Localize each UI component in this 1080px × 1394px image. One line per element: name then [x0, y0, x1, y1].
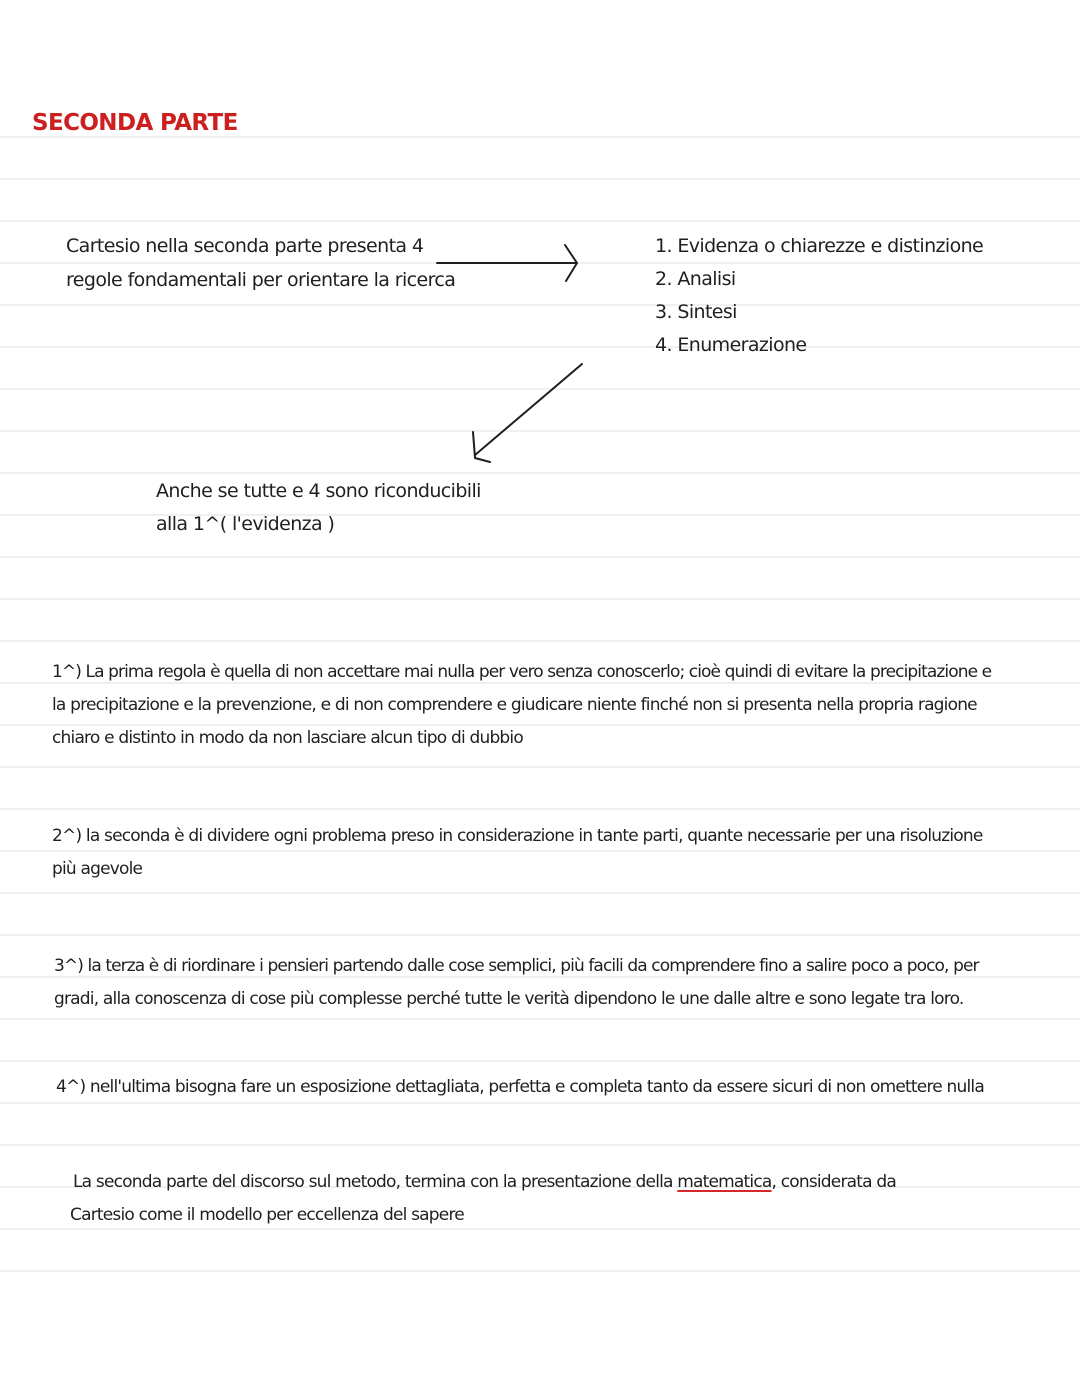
list-item: 2. Analisi — [655, 268, 736, 290]
highlighted-word: matematica — [677, 1172, 772, 1192]
list-item: 3. Sintesi — [655, 301, 737, 323]
right-arrow-icon — [437, 245, 577, 281]
rule-1-line-1: 1^) La prima regola è quella di non accettare mai nulla per vero senza conoscerlo; cioè quindi di evitare la precipitazione e — [52, 662, 992, 682]
rule-1-line-3: chiaro e distinto in modo da non lasciare alcun tipo di dubbio — [52, 728, 523, 748]
note-line-2: alla 1^( l'evidenza ) — [156, 513, 335, 535]
intro-line-1: Cartesio nella seconda parte presenta 4 — [66, 235, 424, 257]
intro-line-2: regole fondamentali per orientare la ricerca — [66, 269, 456, 291]
conclusion-line-2: Cartesio come il modello per eccellenza del sapere — [70, 1205, 464, 1225]
list-item: 1. Evidenza o chiarezze e distinzione — [655, 235, 984, 257]
rule-2-line-2: più agevole — [52, 859, 143, 879]
rules-list — [655, 230, 983, 362]
rule-3-line-1: 3^) la terza è di riordinare i pensieri partendo dalle cose semplici, più facili da comprendere fino a salire poco a poco, per — [54, 956, 979, 976]
conclusion-text-after: , considerata da — [771, 1172, 896, 1192]
conclusion-text-before: La seconda parte del discorso sul metodo, termina con la presentazione della — [73, 1172, 678, 1192]
rule-4-line-1: 4^) nell'ultima bisogna fare un esposizione dettagliata, perfetta e completa tanto da essere sicuri di non omettere nulla — [56, 1077, 984, 1097]
page-title: SECONDA PARTE — [32, 110, 238, 136]
down-left-arrow-icon — [473, 364, 582, 462]
conclusion-line-1 — [73, 1166, 896, 1199]
rule-2-line-1: 2^) la seconda è di dividere ogni problema preso in considerazione in tante parti, quante necessarie per una risoluzione — [52, 826, 983, 846]
rule-3-line-2: gradi, alla conoscenza di cose più complesse perché tutte le verità dipendono le une dalle altre e sono legate tra loro. — [54, 989, 964, 1009]
note-line-1: Anche se tutte e 4 sono riconducibili — [156, 480, 481, 502]
rule-1-line-2: la precipitazione e la prevenzione, e di non comprendere e giudicare niente finché non si presenta nella propria ragione — [52, 695, 977, 715]
list-item: 4. Enumerazione — [655, 334, 807, 356]
